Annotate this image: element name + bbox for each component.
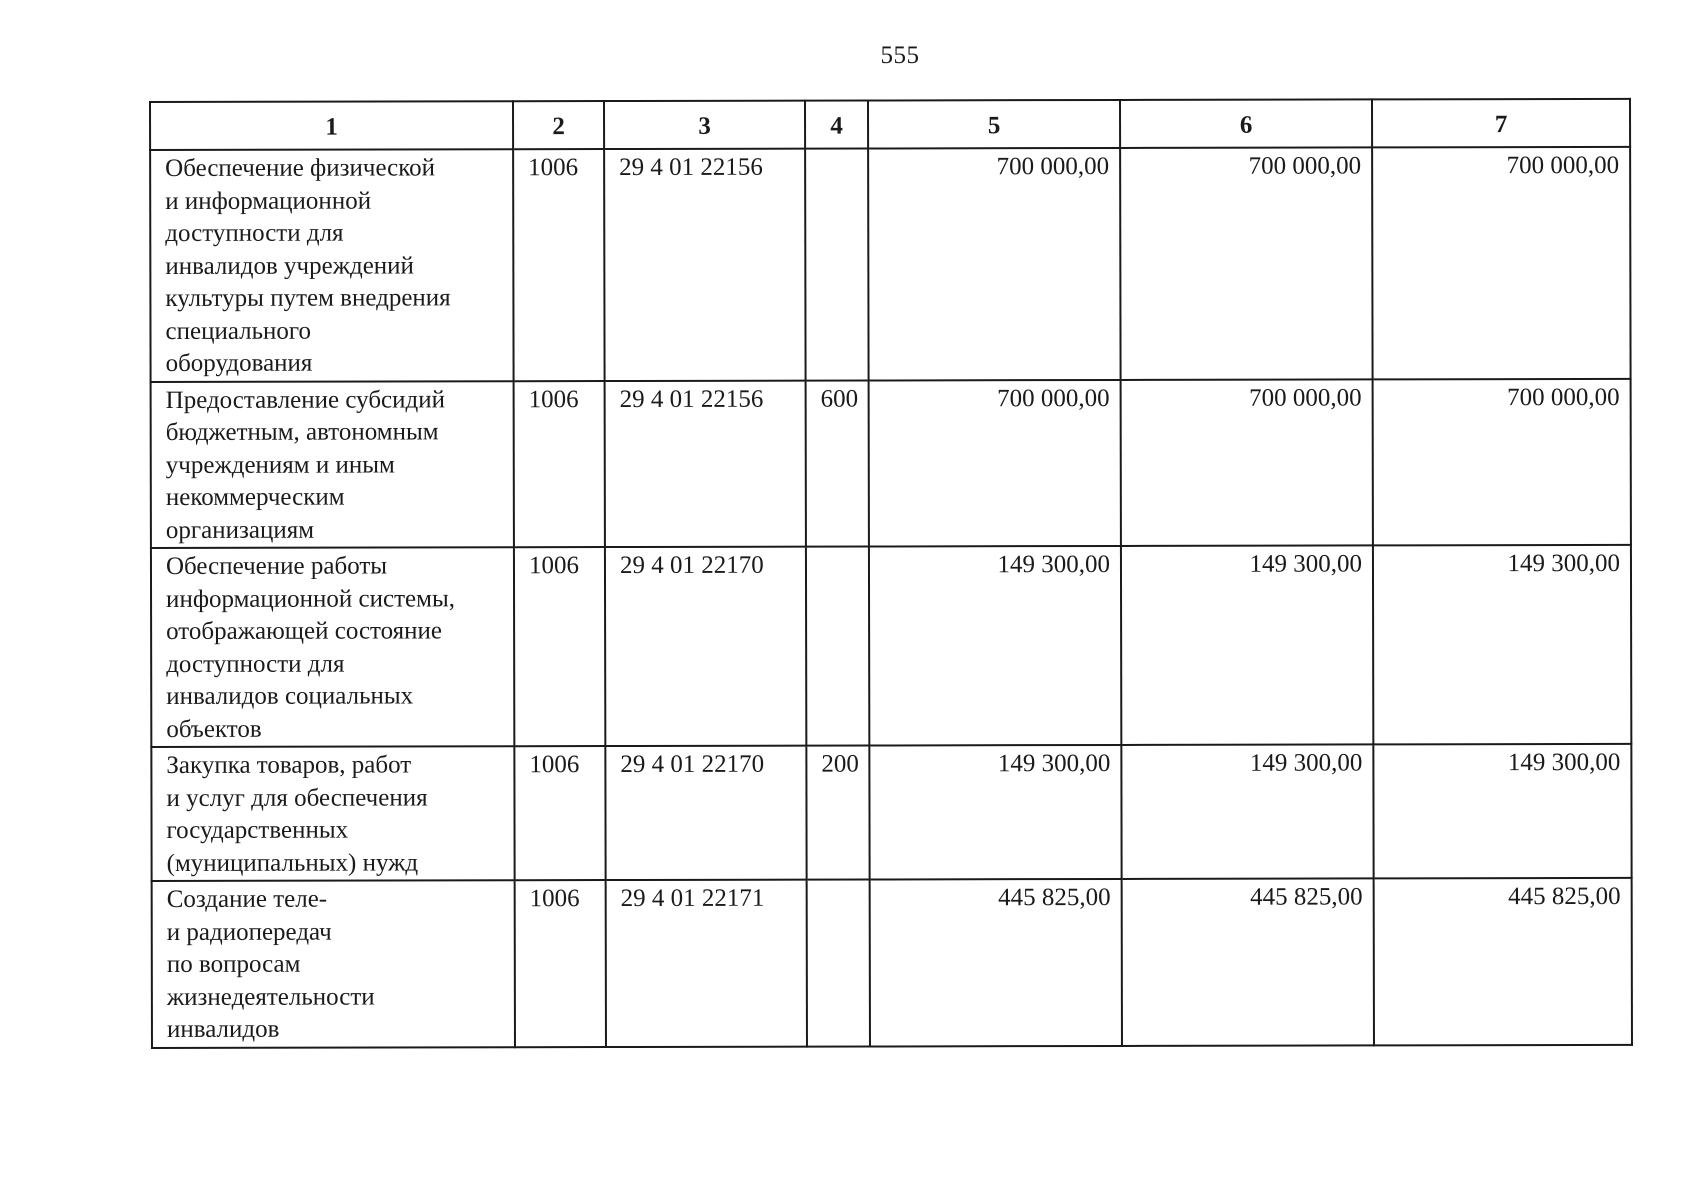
row-expense-type: 600 bbox=[806, 380, 869, 547]
row-target-code: 29 4 01 22170 bbox=[605, 746, 806, 880]
header-col-5: 5 bbox=[868, 100, 1120, 149]
row-target-code: 29 4 01 22156 bbox=[605, 380, 806, 547]
table-row bbox=[152, 878, 1632, 1048]
row-amount-5: 445 825,00 bbox=[870, 879, 1122, 1046]
row-amount-5: 700 000,00 bbox=[868, 148, 1120, 380]
row-section-code: 1006 bbox=[515, 880, 606, 1047]
row-amount-5: 700 000,00 bbox=[869, 379, 1121, 546]
row-amount-7: 700 000,00 bbox=[1372, 147, 1630, 379]
row-name: Создание теле- и радиопередач по вопросам жизнедеятельности инвалидов bbox=[152, 880, 515, 1047]
table-row bbox=[151, 378, 1631, 548]
row-amount-5: 149 300,00 bbox=[869, 745, 1121, 880]
row-name: Закупка товаров, работ и услуг для обеспечения государственных (муниципальных) нужд bbox=[151, 746, 514, 881]
row-amount-6: 700 000,00 bbox=[1120, 147, 1372, 379]
header-col-4: 4 bbox=[805, 100, 868, 148]
row-section-code: 1006 bbox=[514, 746, 605, 880]
row-section-code: 1006 bbox=[514, 381, 605, 548]
row-expense-type: 200 bbox=[806, 745, 869, 879]
header-col-1: 1 bbox=[150, 101, 513, 150]
row-name: Обеспечение работы информационной системы, отображающей состояние доступности для инвалидов социальных объектов bbox=[151, 547, 514, 747]
row-expense-type bbox=[806, 546, 869, 745]
row-expense-type bbox=[807, 879, 870, 1046]
row-target-code: 29 4 01 22171 bbox=[606, 880, 807, 1047]
header-col-3: 3 bbox=[604, 101, 805, 149]
row-target-code: 29 4 01 22170 bbox=[605, 547, 806, 746]
row-amount-7: 149 300,00 bbox=[1373, 744, 1631, 879]
header-col-2: 2 bbox=[513, 101, 604, 149]
row-name: Предоставление субсидий бюджетным, автономным учреждениям и иным некоммерческим организациям bbox=[151, 381, 514, 548]
row-amount-7: 149 300,00 bbox=[1373, 545, 1631, 745]
header-col-6: 6 bbox=[1120, 99, 1372, 148]
row-section-code: 1006 bbox=[513, 149, 604, 381]
header-col-7: 7 bbox=[1372, 99, 1630, 148]
row-section-code: 1006 bbox=[514, 547, 605, 746]
table-row bbox=[151, 545, 1631, 747]
row-target-code: 29 4 01 22156 bbox=[604, 149, 805, 381]
table-row bbox=[151, 744, 1631, 881]
page-number: 555 bbox=[880, 42, 920, 69]
row-name: Обеспечение физической и информационной доступности для инвалидов учреждений культуры путем внедрения специального оборудования bbox=[150, 149, 513, 381]
budget-table bbox=[149, 98, 1633, 1049]
row-amount-6: 445 825,00 bbox=[1122, 878, 1374, 1045]
row-amount-6: 149 300,00 bbox=[1121, 744, 1373, 879]
table-header-row bbox=[150, 99, 1630, 150]
row-amount-5: 149 300,00 bbox=[869, 546, 1121, 746]
row-expense-type bbox=[805, 148, 868, 380]
row-amount-7: 700 000,00 bbox=[1373, 378, 1631, 545]
table-row bbox=[150, 147, 1630, 382]
row-amount-6: 149 300,00 bbox=[1121, 545, 1373, 745]
row-amount-6: 700 000,00 bbox=[1121, 379, 1373, 546]
row-amount-7: 445 825,00 bbox=[1374, 878, 1632, 1045]
